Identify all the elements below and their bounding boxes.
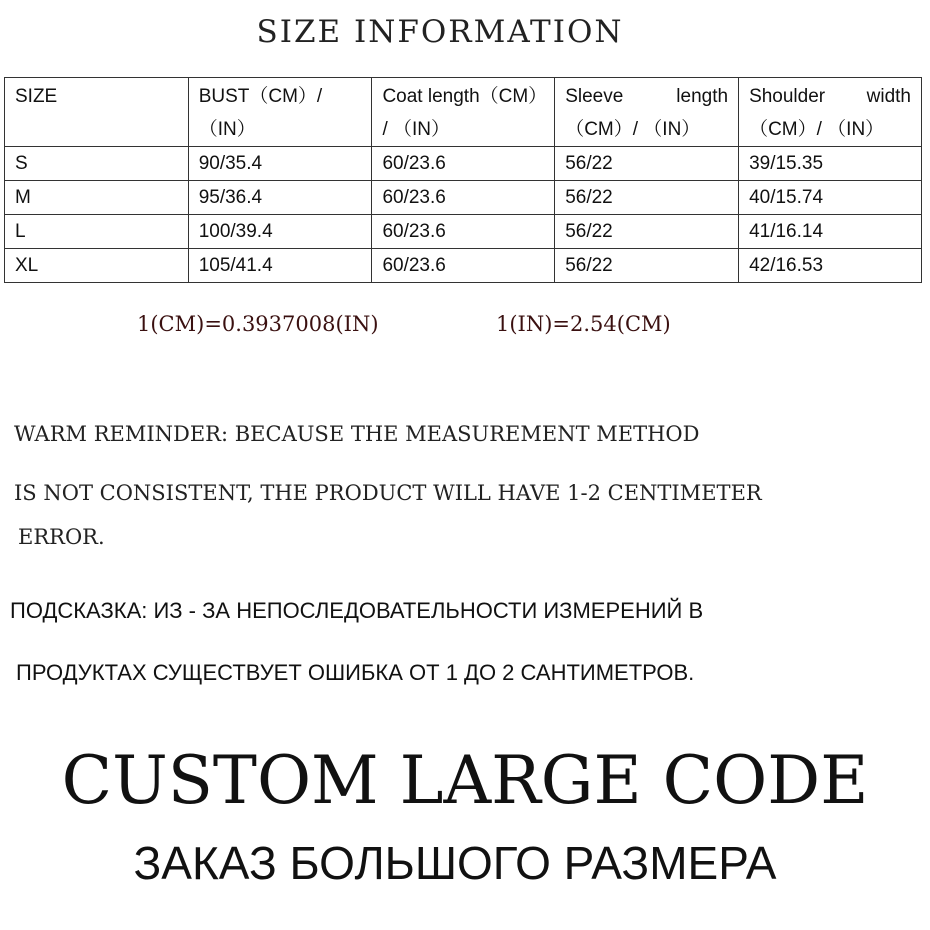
conversion-in-to-cm: 1(IN)=2.54(CM)	[496, 312, 671, 336]
header-shoulder-word2: width	[866, 86, 911, 107]
header-shoulder-line1	[749, 80, 911, 113]
cell-shoulder: 42/16.53	[739, 249, 922, 283]
header-coat-length	[372, 78, 555, 147]
reminder-en-line1: WARM REMINDER: BECAUSE THE MEASUREMENT METHOD	[14, 422, 700, 446]
header-shoulder-word1: Shoulder	[749, 86, 826, 107]
header-sleeve-line1	[565, 80, 728, 113]
conversion-cm-to-in: 1(CM)=0.3937008(IN)	[137, 312, 379, 336]
header-sleeve-word1: Sleeve	[565, 86, 624, 107]
header-sleeve-line2: （CM）/ （IN）	[565, 119, 701, 140]
cell-coat: 60/23.6	[372, 181, 555, 215]
custom-large-code-heading-ru: ЗАКАЗ БОЛЬШОГО РАЗМЕРА	[133, 837, 777, 889]
cell-shoulder: 39/15.35	[739, 147, 922, 181]
cell-sleeve: 56/22	[555, 249, 739, 283]
cell-shoulder: 40/15.74	[739, 181, 922, 215]
cell-sleeve: 56/22	[555, 215, 739, 249]
header-shoulder-line2: （CM）/ （IN）	[749, 119, 885, 140]
custom-large-code-heading: CUSTOM LARGE CODE	[61, 742, 869, 819]
header-bust: BUST（CM）/（IN）	[188, 78, 372, 147]
cell-sleeve: 56/22	[555, 147, 739, 181]
cell-bust: 90/35.4	[188, 147, 372, 181]
reminder-en-line2: IS NOT CONSISTENT, THE PRODUCT WILL HAVE 1-2 CENTIMETER	[14, 481, 762, 505]
reminder-ru-line1: ПОДСКАЗКА: ИЗ - ЗА НЕПОСЛЕДОВАТЕЛЬНОСТИ ИЗМЕРЕНИЙ В	[10, 598, 704, 623]
table-row	[5, 147, 922, 181]
table-row	[5, 249, 922, 283]
page-title: SIZE INFORMATION	[256, 14, 624, 50]
reminder-ru-line2: ПРОДУКТАХ СУЩЕСТВУЕТ ОШИБКА ОТ 1 ДО 2 САНТИМЕТРОВ.	[16, 660, 695, 685]
cell-size: XL	[5, 249, 189, 283]
header-sleeve-word2: length	[676, 86, 729, 107]
table-row	[5, 215, 922, 249]
cell-size: L	[5, 215, 189, 249]
header-shoulder-width	[739, 78, 922, 147]
cell-coat: 60/23.6	[372, 215, 555, 249]
cell-bust: 95/36.4	[188, 181, 372, 215]
table-row	[5, 181, 922, 215]
cell-size: S	[5, 147, 189, 181]
header-size: SIZE	[5, 78, 189, 147]
cell-coat: 60/23.6	[372, 249, 555, 283]
table-header-row	[5, 78, 922, 147]
header-coat-line1: Coat length（CM）	[382, 86, 548, 107]
cell-bust: 100/39.4	[188, 215, 372, 249]
cell-size: M	[5, 181, 189, 215]
cell-shoulder: 41/16.14	[739, 215, 922, 249]
reminder-en-line3: ERROR.	[18, 525, 105, 549]
header-sleeve-length	[555, 78, 739, 147]
cell-coat: 60/23.6	[372, 147, 555, 181]
cell-sleeve: 56/22	[555, 181, 739, 215]
header-coat-line2: / （IN）	[382, 119, 451, 140]
size-table	[4, 77, 922, 283]
cell-bust: 105/41.4	[188, 249, 372, 283]
